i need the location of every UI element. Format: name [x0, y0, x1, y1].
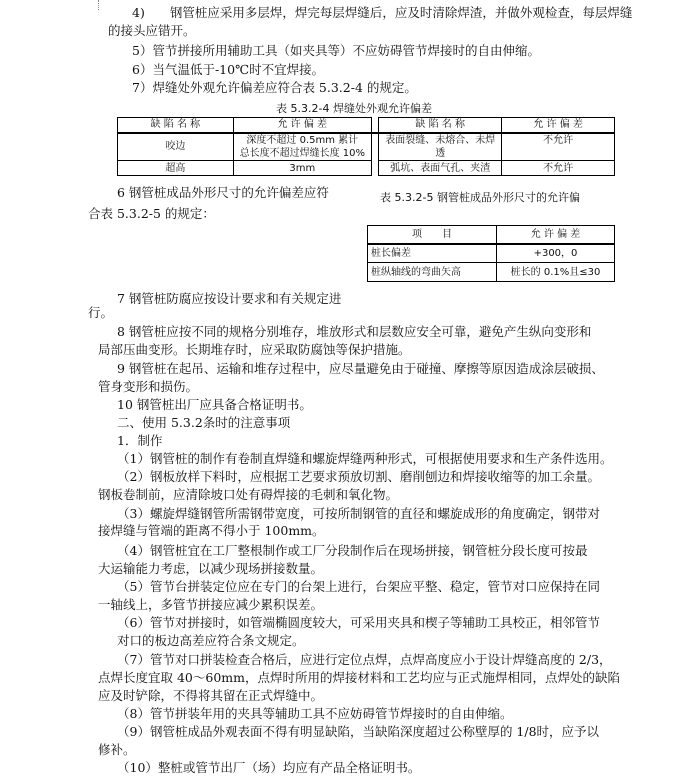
item-2: （2）钢板放样下料时，应根据工艺要求预放切割、磨削刨边和焊接收缩等的加工余量。 [117, 469, 600, 484]
para-9: 9 钢管桩在起吊、运输和堆存过程中，应尽量避免由于碰撞、摩擦等原因造成涂层破损、 [117, 361, 604, 376]
item-7-cont: 点焊长度宜取 40～60mm，点焊时所用的焊接材料和工艺均应与正式施焊相同，点焊处的缺陷 [98, 670, 620, 685]
item-9-cont: 修补。 [98, 742, 136, 757]
item-9: （9）钢管桩成品外观表面不得有明显缺陷，当缺陷深度超过公称壁厚的 1/8时，应予以 [117, 724, 600, 739]
para-10: 10 钢管桩出厂应具备合格证明书。 [117, 397, 312, 412]
para-6-sec-cont: 合表 5.3.2-5 的规定： [88, 206, 215, 221]
table1-header: 允 许 偏 差 [233, 118, 371, 133]
para-7: 7）焊缝处外观允许偏差应符合表 5.3.2-4 的规定。 [132, 80, 417, 95]
table1-cell: 总长度不超过焊缝长度 10% [233, 147, 371, 161]
item-10: （10）整桩或管节出厂（场）均应有产品全格证明书。 [117, 760, 421, 775]
table1 [117, 117, 615, 176]
table1-header: 缺 陷 名 称 [379, 118, 502, 133]
table2-header: 允 许 偏 差 [497, 226, 615, 244]
section-heading: 二、使用 5.3.2条时的注意事项 [117, 415, 291, 430]
margin-marker [98, 0, 99, 10]
table1-cell: 表面裂缝、未熔合、未焊透 [379, 133, 502, 161]
para-5: 5）管节拼接所用辅助工具（如夹具等）不应妨碍管节焊接时的自由伸缩。 [132, 43, 540, 58]
table1-cell: 不允许 [502, 161, 615, 176]
para-7-sec: 7 钢管桩防腐应按设计要求和有关规定进 [117, 291, 342, 306]
table2-header: 项 目 [368, 226, 497, 244]
item-8: （8）管节拼装年用的夹具等辅助工具不应妨碍管节焊接时的自由伸缩。 [117, 706, 513, 721]
item-3: （3）螺旋焊缝钢管所需钢带宽度，可按所制钢管的直径和螺旋成形的角度确定，钢带对 [117, 506, 600, 521]
para-8-cont: 局部压曲变形。长期堆存时，应采取防腐蚀等保护措施。 [98, 342, 411, 357]
para-6-sec: 6 钢管桩成品外形尺寸的允许偏差应符 [117, 185, 329, 200]
item-3-cont: 接焊缝与管端的距离不得小于 100mm。 [98, 523, 325, 538]
table2-cell: 桩纵轴线的弯曲矢高 [368, 263, 497, 282]
item-5: （5）管节台拼装定位应在专门的台架上进行，台架应平整、稳定，管节对口应保持在同 [117, 579, 600, 594]
para-6: 6）当气温低于-10℃时不宜焊接。 [132, 62, 325, 77]
table1-cell: 深度不超过 0.5mm 累计 [233, 133, 371, 147]
table2-caption: 表 5.3.2-5 钢管桩成品外形尺寸的允许偏 [380, 191, 580, 204]
table1-cell: 3mm [233, 161, 371, 176]
table1-caption: 表 5.3.2-4 焊缝处外观允许偏差 [276, 102, 432, 115]
para-8: 8 钢管桩应按不同的规格分别堆存，堆放形式和层数应安全可靠，避免产生纵向变形和 [117, 324, 592, 339]
table1-cell: 咬边 [118, 133, 234, 161]
table2-cell: 桩长偏差 [368, 244, 497, 263]
item-2-cont: 钢板卷制前，应清除坡口处有碍焊接的毛刺和氧化物。 [98, 487, 399, 502]
table1-header: 缺 陷 名 称 [118, 118, 234, 133]
para-7-sec-cont: 行。 [88, 305, 114, 320]
table1-cell: 不允许 [502, 133, 615, 161]
item-6-cont: 对口的板边高差应符合条文规定。 [117, 633, 305, 648]
item-1: （1）钢管桩的制作有卷制直焊缝和螺旋焊缝两种形式，可根据使用要求和生产条件选用。 [117, 451, 613, 466]
para-4: 4) 钢管桩应采用多层焊，焊完每层焊缝后，应及时清除焊渣，并做外观检查，每层焊缝 [132, 5, 633, 20]
para-4-cont: 的接头应错开。 [108, 23, 196, 38]
para-9-cont: 管身变形和损伤。 [98, 379, 199, 394]
table2-cell: +300，0 [497, 244, 615, 263]
item-4: （4）钢管桩宜在工厂整根制作或工厂分段制作后在现场拼接，钢管桩分段长度可按最 [117, 543, 588, 558]
item-7-cont2: 应及时铲除，不得将其留在正式焊缝中。 [98, 688, 324, 703]
item-4-cont: 大运输能力考虑，以减少现场拼接数量。 [98, 561, 324, 576]
table1-cell: 超高 [118, 161, 234, 176]
item-5-cont: 一轴线上，多管节拼接应减少累积误差。 [98, 597, 324, 612]
item-7: （7）管节对口拼装检查合格后，应进行定位点焊，点焊高度应小于设计焊缝高度的 2/3， [117, 652, 612, 667]
table2 [367, 225, 615, 282]
item-6: （6）管节对拼接时，如管端椭圆度较大，可采用夹具和楔子等辅助工具校正，相邻管节 [117, 615, 600, 630]
table1-cell: 弧坑、表面气孔、夹渣 [379, 161, 502, 176]
table1-header: 允 许 偏 差 [502, 118, 615, 133]
subsection-heading: 1．制作 [117, 433, 163, 448]
table2-cell: 桩长的 0.1%且≤30 [497, 263, 615, 282]
